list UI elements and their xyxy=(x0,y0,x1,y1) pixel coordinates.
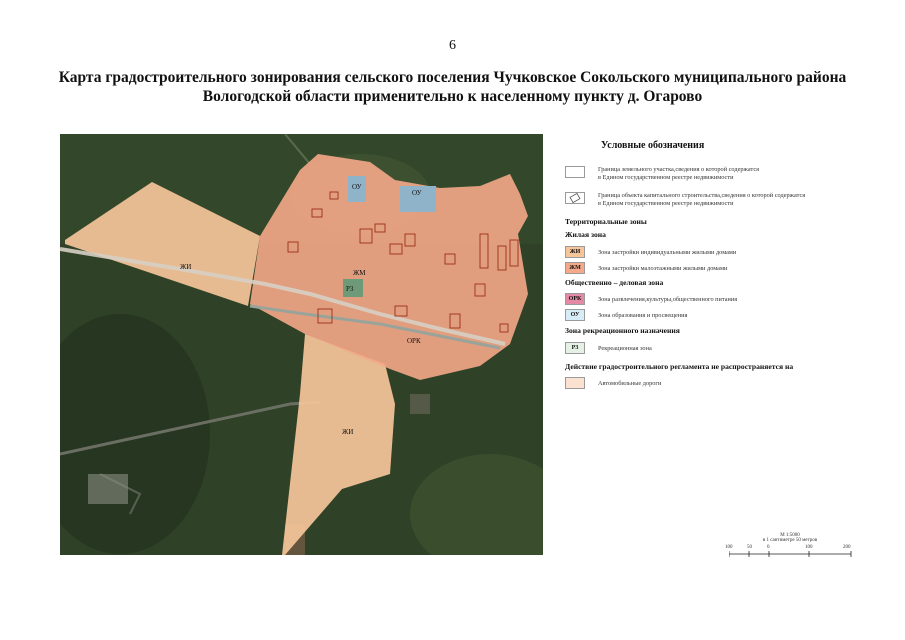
roads-text: Автомобильные дороги xyxy=(598,380,662,387)
scale-note: в 1 сантиметре 50 метров xyxy=(762,538,818,543)
legend-r3 xyxy=(565,342,865,362)
legend-parcel-boundary xyxy=(565,166,865,186)
zhm-swatch: ЖМ xyxy=(565,262,585,274)
label-ou-right: ОУ xyxy=(412,189,422,197)
zhi-text: Зона застройки индивидуальными жилыми домами xyxy=(598,249,737,256)
r3-swatch: Р3 xyxy=(565,342,585,354)
scale-tick-3: 0 xyxy=(767,545,770,550)
ou-text: Зона образования и просвещения xyxy=(598,312,688,319)
label-zhi-west: ЖИ xyxy=(180,263,192,271)
residential-zone-header: Жилая зона xyxy=(565,230,606,239)
label-ou-left: ОУ xyxy=(352,183,362,191)
parcel-boundary-text-2: в Едином государственном реестре недвижимости xyxy=(598,174,734,181)
title-line-2: Вологодской области применительно к населенному пункту д. Огарово xyxy=(202,88,703,105)
scale-ratio: М 1:5000 xyxy=(780,533,800,538)
scale-tick-5: 200 xyxy=(843,545,851,550)
scale-tick-4: 100 xyxy=(805,545,813,550)
building-outline-icon xyxy=(566,193,584,203)
scale-ruler xyxy=(729,551,859,561)
roads-swatch xyxy=(565,377,585,389)
public-zone-header: Общественно – деловая зона xyxy=(565,278,664,287)
zhm-text: Зона застройки малоэтажными жилыми домами xyxy=(598,265,728,272)
ou-swatch: ОУ xyxy=(565,309,585,321)
zoning-map xyxy=(60,134,543,555)
building-boundary-text-2: в Едином государственном реестре недвижимости xyxy=(598,200,734,207)
building-boundary-swatch xyxy=(565,192,585,204)
r3-text: Рекреационная зона xyxy=(598,345,652,352)
scale-bar xyxy=(725,533,855,563)
building-boundary-text-1: Граница объекта капитального строительства,сведения о которой содержатся xyxy=(598,192,806,199)
scale-tick-1: 100 xyxy=(725,545,733,550)
title-line-1: Карта градостроительного зонирования сельского поселения Чучковское Сокольского муниципального района xyxy=(58,69,847,86)
no-regulation-header: Действие градостроительного регламента не распространяется на xyxy=(565,362,794,371)
zhi-swatch: ЖИ xyxy=(565,246,585,258)
scale-tick-2: 50 xyxy=(747,545,752,550)
ork-swatch: ОРК xyxy=(565,293,585,305)
recreation-zone-header: Зона рекреационного назначения xyxy=(565,326,680,335)
ork-text: Зона развлечения,культуры,общественного питания xyxy=(598,296,738,303)
label-r3: Р3 xyxy=(346,285,354,293)
label-zhi-south: ЖИ xyxy=(342,428,354,436)
map-title xyxy=(40,68,865,106)
legend-title: Условные обозначения xyxy=(601,140,705,151)
parcel-boundary-text-1: Граница земельного участка,сведения о которой содержатся xyxy=(598,166,760,173)
parcel-boundary-swatch xyxy=(565,166,585,178)
label-zhm: ЖМ xyxy=(353,269,366,277)
legend-building-boundary xyxy=(565,192,865,212)
territorial-zones-header: Территориальные зоны xyxy=(565,217,647,226)
label-ork: ОРК xyxy=(407,337,421,345)
page-number: 6 xyxy=(449,38,456,53)
legend-roads xyxy=(565,377,865,397)
